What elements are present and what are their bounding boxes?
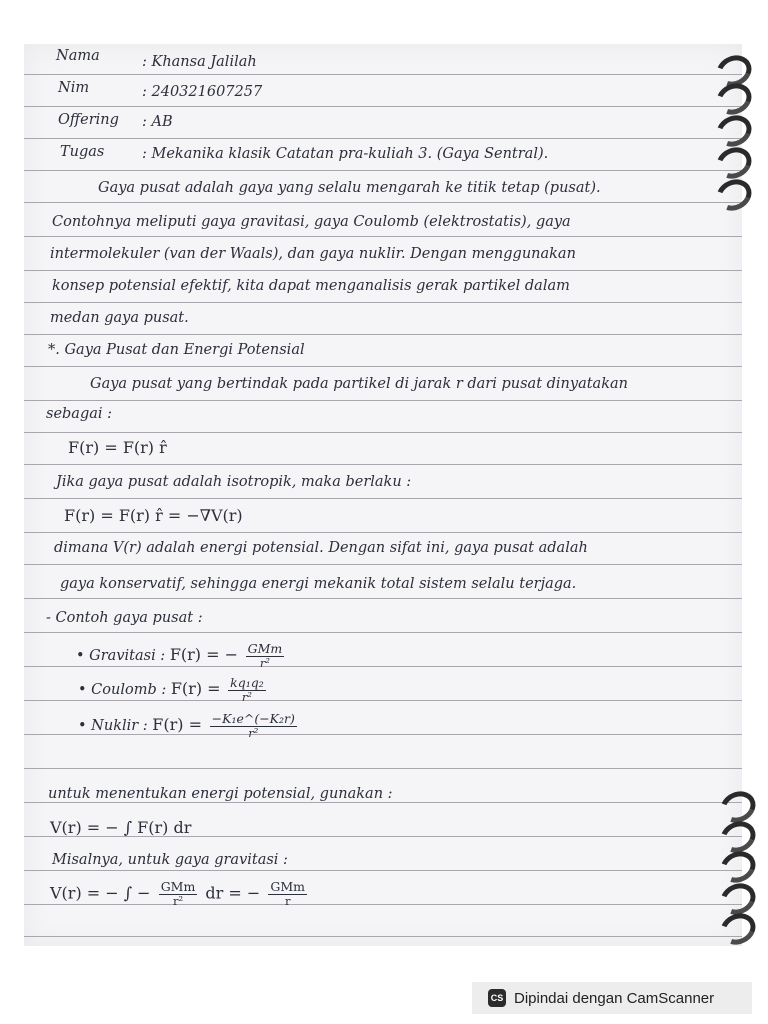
ruled-line <box>24 74 742 75</box>
intro-line-2: Contohnya meliputi gaya gravitasi, gaya Coulomb (elektrostatis), gaya <box>52 214 571 230</box>
section-line-1: Gaya pusat yang bertindak pada partikel di jarak r dari pusat dinyatakan <box>90 376 628 392</box>
ruled-line <box>24 564 742 565</box>
nama-value: : Khansa Jalilah <box>142 54 257 70</box>
eq2-numerator-1: GMm <box>160 879 196 894</box>
ruled-line <box>24 464 742 465</box>
intro-line-4: konsep potensial efektif, kita dapat menganalisis gerak partikel dalam <box>52 278 570 294</box>
nuklir-label: • Nuklir : <box>78 718 148 734</box>
ruled-line <box>24 334 742 335</box>
nuklir-fraction <box>210 712 297 740</box>
eq2-fraction-1 <box>159 880 198 908</box>
ruled-line <box>24 138 742 139</box>
intro-line-1: Gaya pusat adalah gaya yang selalu mengarah ke titik tetap (pusat). <box>98 180 601 196</box>
gravitasi-denominator: r² <box>259 656 271 670</box>
ruled-line <box>24 432 742 433</box>
section-line-5: gaya konservatif, sehingga energi mekanik total sistem selalu terjaga. <box>60 576 577 592</box>
nim-label: Nim <box>58 80 90 96</box>
coulomb-label: • Coulomb : <box>78 682 167 698</box>
gravitasi-lhs: F(r) = − <box>169 645 239 664</box>
eq2-mid: dr = − <box>205 883 261 903</box>
ruled-line <box>24 106 742 107</box>
ruled-line <box>24 302 742 303</box>
coulomb-fraction <box>228 676 266 704</box>
nuklir-denominator: r² <box>248 726 259 740</box>
camscanner-text: Dipindai dengan CamScanner <box>514 989 715 1007</box>
eq2-denominator-2: r <box>284 894 291 908</box>
ruled-line <box>24 632 742 633</box>
intro-line-5: medan gaya pusat. <box>50 310 189 326</box>
camscanner-watermark <box>472 982 752 1014</box>
equation-gravitational-potential <box>50 880 310 908</box>
gravitasi-fraction <box>246 642 285 670</box>
section-line-3: Jika gaya pusat adalah isotropik, maka berlaku : <box>56 474 412 490</box>
offering-label: Offering <box>58 112 119 128</box>
section-line-2: sebagai : <box>46 406 113 422</box>
tugas-value: : Mekanika klasik Catatan pra-kuliah 3. (Gaya Sentral). <box>142 146 549 162</box>
ruled-line <box>24 498 742 499</box>
coulomb-numerator: kq₁q₂ <box>230 675 264 690</box>
equation-potential-integral: V(r) = − ∫ F(r) dr <box>50 818 192 837</box>
offering-value: : AB <box>142 114 173 130</box>
ruled-line <box>24 532 742 533</box>
nama-label: Nama <box>56 48 100 64</box>
ruled-line <box>24 768 742 769</box>
ruled-line <box>24 598 742 599</box>
camscanner-logo-icon: CS <box>488 989 506 1007</box>
potential-line-1: untuk menentukan energi potensial, gunakan : <box>48 786 393 802</box>
gravitasi-numerator: GMm <box>247 641 283 656</box>
equation-central-force: F(r) = F(r) r̂ <box>68 438 167 457</box>
ruled-line <box>24 870 742 871</box>
coulomb-denominator: r² <box>241 690 253 704</box>
section-heading: *. Gaya Pusat dan Energi Potensial <box>48 342 305 358</box>
eq2-fraction-2 <box>268 880 307 908</box>
ruled-line <box>24 170 742 171</box>
example-coulomb <box>78 676 269 704</box>
eq2-numerator-2: GMm <box>270 879 306 894</box>
potential-line-2: Misalnya, untuk gaya gravitasi : <box>52 852 288 868</box>
eq2-lhs: V(r) = − ∫ − <box>50 883 151 903</box>
nim-value: : 240321607257 <box>142 84 263 100</box>
example-nuklir <box>78 712 300 740</box>
ruled-line <box>24 270 742 271</box>
ruled-line <box>24 400 742 401</box>
intro-line-3: intermolekuler (van der Waals), dan gaya nuklir. Dengan menggunakan <box>50 246 576 262</box>
ruled-line <box>24 802 742 803</box>
nuklir-numerator: −K₁e^(−K₂r) <box>211 711 295 726</box>
nuklir-lhs: F(r) = <box>152 715 203 734</box>
tugas-label: Tugas <box>60 144 105 160</box>
coulomb-lhs: F(r) = <box>170 679 221 698</box>
ruled-line <box>24 236 742 237</box>
example-gravitasi <box>76 642 287 670</box>
examples-heading: - Contoh gaya pusat : <box>46 610 203 626</box>
ruled-line <box>24 936 742 937</box>
ruled-line <box>24 202 742 203</box>
ruled-line <box>24 366 742 367</box>
equation-gradient: F(r) = F(r) r̂ = −∇V(r) <box>64 506 243 525</box>
section-line-4: dimana V(r) adalah energi potensial. Dengan sifat ini, gaya pusat adalah <box>54 540 588 556</box>
gravitasi-label: • Gravitasi : <box>76 648 166 664</box>
eq2-denominator-1: r² <box>172 894 184 908</box>
